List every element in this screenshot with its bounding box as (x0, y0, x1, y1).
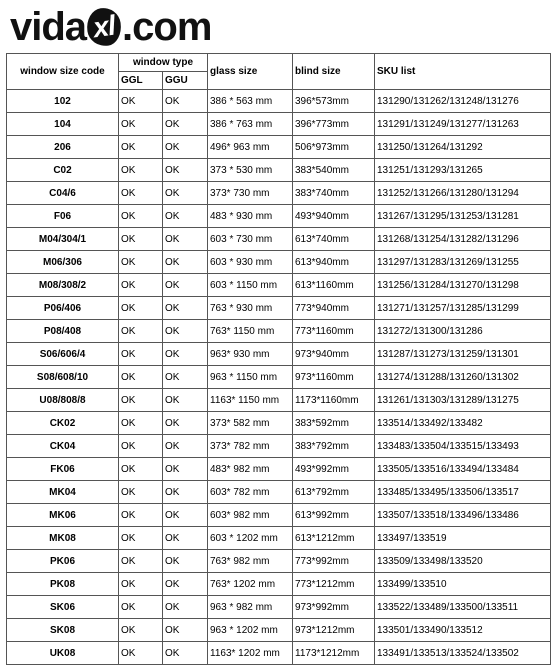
blind-size-cell: 613*1160mm (293, 274, 375, 297)
ggu-cell: OK (163, 182, 208, 205)
table-row (7, 481, 551, 504)
ggu-cell: OK (163, 435, 208, 458)
ggu-cell: OK (163, 389, 208, 412)
ggl-cell: OK (119, 182, 163, 205)
glass-size-cell: 386 * 763 mm (208, 113, 293, 136)
blind-size-cell: 383*592mm (293, 412, 375, 435)
glass-size-cell: 963 * 1202 mm (208, 619, 293, 642)
sku-list-cell: 133507/133518/133496/133486 (375, 504, 551, 527)
ggu-cell: OK (163, 228, 208, 251)
blind-size-cell: 493*992mm (293, 458, 375, 481)
sku-list-cell: 131297/131283/131269/131255 (375, 251, 551, 274)
table-row (7, 458, 551, 481)
ggl-cell: OK (119, 619, 163, 642)
blind-size-cell: 506*973mm (293, 136, 375, 159)
table-row (7, 113, 551, 136)
table-row (7, 320, 551, 343)
sku-list-cell: 133483/133504/133515/133493 (375, 435, 551, 458)
table-row (7, 619, 551, 642)
window-size-code-cell: 206 (7, 136, 119, 159)
glass-size-cell: 603 * 930 mm (208, 251, 293, 274)
logo-text-com: .com (122, 4, 212, 49)
blind-size-cell: 973*992mm (293, 596, 375, 619)
blind-size-cell: 973*1160mm (293, 366, 375, 389)
glass-size-cell: 763* 1150 mm (208, 320, 293, 343)
window-size-code-cell: MK06 (7, 504, 119, 527)
window-size-code-cell: CK02 (7, 412, 119, 435)
table-row (7, 504, 551, 527)
sku-list-cell: 131267/131295/131253/131281 (375, 205, 551, 228)
glass-size-cell: 603* 782 mm (208, 481, 293, 504)
ggl-cell: OK (119, 205, 163, 228)
ggu-cell: OK (163, 136, 208, 159)
blind-size-cell: 383*540mm (293, 159, 375, 182)
header-ggl: GGL (119, 72, 163, 90)
sku-list-cell: 131272/131300/131286 (375, 320, 551, 343)
table-row (7, 90, 551, 113)
sku-list-cell: 131271/131257/131285/131299 (375, 297, 551, 320)
ggl-cell: OK (119, 343, 163, 366)
ggl-cell: OK (119, 481, 163, 504)
window-size-code-cell: MK04 (7, 481, 119, 504)
window-size-code-cell: FK06 (7, 458, 119, 481)
window-size-code-cell: C04/6 (7, 182, 119, 205)
blind-size-cell: 613*792mm (293, 481, 375, 504)
window-size-code-cell: UK08 (7, 642, 119, 665)
sku-list-cell: 133499/133510 (375, 573, 551, 596)
table-row (7, 435, 551, 458)
ggl-cell: OK (119, 435, 163, 458)
table-row (7, 136, 551, 159)
blind-size-cell: 773*1160mm (293, 320, 375, 343)
table-row (7, 182, 551, 205)
vidaxl-logo (10, 2, 211, 52)
table-row (7, 412, 551, 435)
glass-size-cell: 963 * 1150 mm (208, 366, 293, 389)
header-window-type: window type (119, 54, 208, 72)
ggl-cell: OK (119, 458, 163, 481)
ggu-cell: OK (163, 205, 208, 228)
table-row (7, 389, 551, 412)
table-row (7, 228, 551, 251)
ggl-cell: OK (119, 504, 163, 527)
ggl-cell: OK (119, 412, 163, 435)
ggl-cell: OK (119, 527, 163, 550)
table-row (7, 642, 551, 665)
header-ggu: GGU (163, 72, 208, 90)
ggl-cell: OK (119, 136, 163, 159)
sku-list-cell: 131256/131284/131270/131298 (375, 274, 551, 297)
blind-size-cell: 396*773mm (293, 113, 375, 136)
glass-size-cell: 603 * 730 mm (208, 228, 293, 251)
logo-text-vida: vida (10, 4, 87, 49)
blind-size-cell: 383*792mm (293, 435, 375, 458)
ggl-cell: OK (119, 389, 163, 412)
table-row (7, 550, 551, 573)
ggu-cell: OK (163, 619, 208, 642)
window-size-code-cell: M06/306 (7, 251, 119, 274)
glass-size-cell: 373* 730 mm (208, 182, 293, 205)
header-glass-size: glass size (208, 54, 293, 90)
table-row (7, 596, 551, 619)
window-size-code-cell: M04/304/1 (7, 228, 119, 251)
table-row (7, 366, 551, 389)
ggl-cell: OK (119, 297, 163, 320)
glass-size-cell: 763 * 930 mm (208, 297, 293, 320)
window-size-code-cell: 104 (7, 113, 119, 136)
glass-size-cell: 373 * 530 mm (208, 159, 293, 182)
sku-list-cell: 131291/131249/131277/131263 (375, 113, 551, 136)
blind-size-cell: 1173*1212mm (293, 642, 375, 665)
glass-size-cell: 763* 982 mm (208, 550, 293, 573)
table-row (7, 159, 551, 182)
sku-list-cell: 131287/131273/131259/131301 (375, 343, 551, 366)
ggu-cell: OK (163, 113, 208, 136)
ggl-cell: OK (119, 320, 163, 343)
ggu-cell: OK (163, 550, 208, 573)
glass-size-cell: 386 * 563 mm (208, 90, 293, 113)
ggl-cell: OK (119, 251, 163, 274)
blind-size-cell: 613*740mm (293, 228, 375, 251)
header-blind-size: blind size (293, 54, 375, 90)
blind-size-cell: 493*940mm (293, 205, 375, 228)
window-size-code-cell: P06/406 (7, 297, 119, 320)
ggl-cell: OK (119, 90, 163, 113)
glass-size-cell: 603 * 1150 mm (208, 274, 293, 297)
ggl-cell: OK (119, 366, 163, 389)
sku-list-cell: 131261/131303/131289/131275 (375, 389, 551, 412)
sku-list-cell: 133509/133498/133520 (375, 550, 551, 573)
sku-list-cell: 131268/131254/131282/131296 (375, 228, 551, 251)
glass-size-cell: 963 * 982 mm (208, 596, 293, 619)
sku-list-cell: 133522/133489/133500/133511 (375, 596, 551, 619)
ggl-cell: OK (119, 113, 163, 136)
ggu-cell: OK (163, 90, 208, 113)
ggl-cell: OK (119, 550, 163, 573)
ggu-cell: OK (163, 573, 208, 596)
ggu-cell: OK (163, 274, 208, 297)
blind-size-cell: 973*940mm (293, 343, 375, 366)
glass-size-cell: 763* 1202 mm (208, 573, 293, 596)
blind-size-cell: 613*940mm (293, 251, 375, 274)
blind-size-cell: 383*740mm (293, 182, 375, 205)
sku-list-cell: 133501/133490/133512 (375, 619, 551, 642)
window-size-code-cell: PK06 (7, 550, 119, 573)
ggu-cell: OK (163, 412, 208, 435)
table-row (7, 274, 551, 297)
glass-size-cell: 373* 582 mm (208, 412, 293, 435)
table-row (7, 297, 551, 320)
ggu-cell: OK (163, 481, 208, 504)
window-size-code-cell: F06 (7, 205, 119, 228)
window-size-code-cell: S08/608/10 (7, 366, 119, 389)
sku-list-cell: 133497/133519 (375, 527, 551, 550)
glass-size-cell: 1163* 1202 mm (208, 642, 293, 665)
ggu-cell: OK (163, 343, 208, 366)
sku-list-cell: 131252/131266/131280/131294 (375, 182, 551, 205)
table-row (7, 573, 551, 596)
header-window-size-code: window size code (7, 54, 119, 90)
blind-size-cell: 773*992mm (293, 550, 375, 573)
sku-list-cell: 133505/133516/133494/133484 (375, 458, 551, 481)
window-size-code-cell: S06/606/4 (7, 343, 119, 366)
ggu-cell: OK (163, 596, 208, 619)
glass-size-cell: 603* 982 mm (208, 504, 293, 527)
blind-size-cell: 613*1212mm (293, 527, 375, 550)
sku-list-cell: 133491/133513/133524/133502 (375, 642, 551, 665)
window-size-code-cell: PK08 (7, 573, 119, 596)
ggu-cell: OK (163, 297, 208, 320)
table-row (7, 251, 551, 274)
window-size-code-cell: MK08 (7, 527, 119, 550)
ggu-cell: OK (163, 527, 208, 550)
blind-size-cell: 973*1212mm (293, 619, 375, 642)
ggu-cell: OK (163, 504, 208, 527)
ggu-cell: OK (163, 159, 208, 182)
ggu-cell: OK (163, 366, 208, 389)
blind-size-cell: 613*992mm (293, 504, 375, 527)
glass-size-cell: 603 * 1202 mm (208, 527, 293, 550)
table-body (7, 90, 551, 665)
window-size-code-cell: SK08 (7, 619, 119, 642)
sku-list-cell: 133514/133492/133482 (375, 412, 551, 435)
ggl-cell: OK (119, 159, 163, 182)
glass-size-cell: 1163* 1150 mm (208, 389, 293, 412)
window-size-code-cell: P08/408 (7, 320, 119, 343)
table-row (7, 205, 551, 228)
blind-size-cell: 773*940mm (293, 297, 375, 320)
header-sku-list: SKU list (375, 54, 551, 90)
sku-list-cell: 133485/133495/133506/133517 (375, 481, 551, 504)
ggu-cell: OK (163, 642, 208, 665)
window-size-code-cell: CK04 (7, 435, 119, 458)
ggu-cell: OK (163, 251, 208, 274)
table-row (7, 343, 551, 366)
glass-size-cell: 496* 963 mm (208, 136, 293, 159)
sku-list-cell: 131250/131264/131292 (375, 136, 551, 159)
glass-size-cell: 483* 982 mm (208, 458, 293, 481)
window-size-code-cell: SK06 (7, 596, 119, 619)
blind-size-cell: 773*1212mm (293, 573, 375, 596)
window-size-code-cell: U08/808/8 (7, 389, 119, 412)
window-size-code-cell: M08/308/2 (7, 274, 119, 297)
glass-size-cell: 373* 782 mm (208, 435, 293, 458)
sku-list-cell: 131274/131288/131260/131302 (375, 366, 551, 389)
sku-list-cell: 131251/131293/131265 (375, 159, 551, 182)
ggl-cell: OK (119, 573, 163, 596)
window-size-code-cell: C02 (7, 159, 119, 182)
ggu-cell: OK (163, 320, 208, 343)
blind-size-cell: 1173*1160mm (293, 389, 375, 412)
window-blind-size-table (6, 53, 551, 665)
blind-size-cell: 396*573mm (293, 90, 375, 113)
sku-list-cell: 131290/131262/131248/131276 (375, 90, 551, 113)
ggl-cell: OK (119, 228, 163, 251)
ggl-cell: OK (119, 596, 163, 619)
ggu-cell: OK (163, 458, 208, 481)
window-size-code-cell: 102 (7, 90, 119, 113)
glass-size-cell: 963* 930 mm (208, 343, 293, 366)
logo-blob-icon: xl (85, 6, 124, 48)
ggl-cell: OK (119, 642, 163, 665)
table-row (7, 527, 551, 550)
ggl-cell: OK (119, 274, 163, 297)
glass-size-cell: 483 * 930 mm (208, 205, 293, 228)
